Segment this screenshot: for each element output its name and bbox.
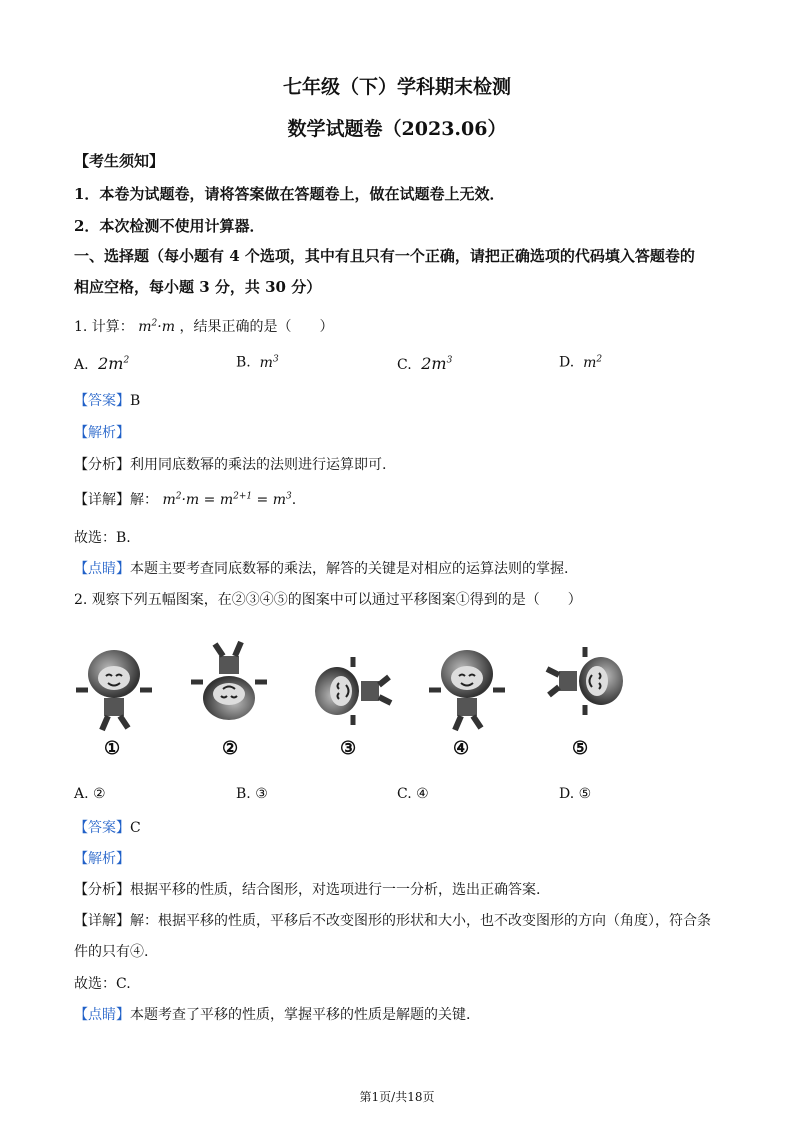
q1-stem-prefix: 1. 计算： <box>74 319 134 335</box>
notice-heading: 【考生须知】 <box>74 152 165 170</box>
figure-label-2: ② <box>222 738 239 759</box>
figure-3-monkey <box>315 657 391 725</box>
q1-option-c <box>397 354 452 373</box>
q2-comment-tag: 【点睛】 <box>74 1007 130 1023</box>
q1-comment-tag: 【点睛】 <box>74 561 130 577</box>
q1-detail-tag: 【详解】 <box>74 492 130 508</box>
q1-option-d-label: D. <box>559 354 575 371</box>
q1-option-c-label: C. <box>397 357 412 373</box>
q2-option-c: C. ④ <box>397 786 429 802</box>
q2-comment-text: 本题考查了平移的性质，掌握平移的性质是解题的关键. <box>130 1007 471 1023</box>
q1-option-b <box>236 354 279 371</box>
notice-item-2: 2．本次检测不使用计算器． <box>74 217 265 235</box>
figure-2-monkey <box>191 642 267 720</box>
q1-answer-value: B <box>130 393 141 409</box>
section-heading-line2: 相应空格，每小题 3 分，共 30 分） <box>74 278 322 296</box>
section-heading-line1: 一、选择题（每小题有 4 个选项，其中有且只有一个正确，请把正确选项的代码填入答题卷的 <box>74 247 695 265</box>
q2-analysis-tag: 【解析】 <box>74 851 130 867</box>
q2-option-a: A. ② <box>74 786 106 802</box>
q2-option-d: D. ⑤ <box>559 786 592 802</box>
q1-option-d-math: $m^2$ <box>578 354 603 371</box>
q1-detail-math: $m^2\cdot m = m^{2+1} = m^3$ <box>162 491 292 508</box>
q2-answer <box>74 817 141 837</box>
q2-figures <box>74 636 714 736</box>
page-number: 第1页/共18页 <box>359 1090 435 1104</box>
q2-fenxi <box>74 879 540 899</box>
figure-label-3: ③ <box>340 738 357 759</box>
q1-fenxi <box>74 454 386 474</box>
q1-fenxi-tag: 【分析】 <box>74 457 130 473</box>
figure-4-monkey <box>429 650 505 730</box>
q1-option-a <box>74 354 129 373</box>
q1-option-c-math: $2m^3$ <box>416 354 453 373</box>
q1-answer-tag: 【答案】 <box>74 393 130 409</box>
figure-label-1: ① <box>104 738 121 759</box>
figure-label-4: ④ <box>453 738 470 759</box>
q2-fenxi-text: 根据平移的性质，结合图形，对选项进行一一分析，选出正确答案. <box>130 882 541 898</box>
q2-comment <box>74 1004 470 1024</box>
q1-expression: $m^2\cdot m$ <box>138 318 176 335</box>
q2-detail-tag: 【详解】 <box>74 913 130 929</box>
q2-detail-line1: 解：根据平移的性质，平移后不改变图形的形状和大小，也不改变图形的方向（角度），符合条 <box>130 913 711 929</box>
figure-label-5: ⑤ <box>572 738 589 759</box>
q1-comment <box>74 558 568 578</box>
page-title: 七年级（下）学科期末检测 <box>282 76 511 98</box>
q2-stem: 2. 观察下列五幅图案，在②③④⑤的图案中可以通过平移图案①得到的是（ ） <box>74 592 582 608</box>
notice-item-1: 1．本卷为试题卷，请将答案做在答题卷上，做在试题卷上无效． <box>74 185 505 203</box>
q2-detail-line2: 件的只有④. <box>74 944 149 960</box>
page-subtitle: 数学试题卷（2023.06） <box>287 118 507 140</box>
q1-comment-text: 本题主要考查同底数幂的乘法，解答的关键是对相应的运算法则的掌握. <box>130 561 569 577</box>
q1-option-b-math: $m^3$ <box>255 354 279 371</box>
figure-5-monkey <box>547 647 623 715</box>
q1-detail-prefix: 解： <box>130 492 158 508</box>
q2-answer-tag: 【答案】 <box>74 820 130 836</box>
q1-option-b-label: B. <box>236 354 251 371</box>
q1-detail: 【详解】解： $m^2\cdot m = m^{2+1} = m^3$. <box>74 491 297 508</box>
q1-stem <box>74 316 333 336</box>
q2-fenxi-tag: 【分析】 <box>74 882 130 898</box>
q1-option-a-label: A. <box>74 357 89 373</box>
q1-conclusion: 故选：B. <box>74 530 131 546</box>
q2-conclusion: 故选：C. <box>74 976 131 992</box>
q1-answer <box>74 390 140 410</box>
figure-1-monkey <box>76 650 152 730</box>
q1-option-a-math: $2m^2$ <box>93 354 130 373</box>
q1-analysis-tag: 【解析】 <box>74 425 130 441</box>
q1-stem-suffix: ，结果正确的是（ ） <box>179 319 334 335</box>
q2-answer-value: C <box>130 820 141 836</box>
q1-option-d <box>559 354 602 371</box>
q2-option-b: B. ③ <box>236 786 268 802</box>
q1-fenxi-text: 利用同底数幂的乘法的法则进行运算即可. <box>130 457 387 473</box>
q2-detail <box>74 910 711 930</box>
